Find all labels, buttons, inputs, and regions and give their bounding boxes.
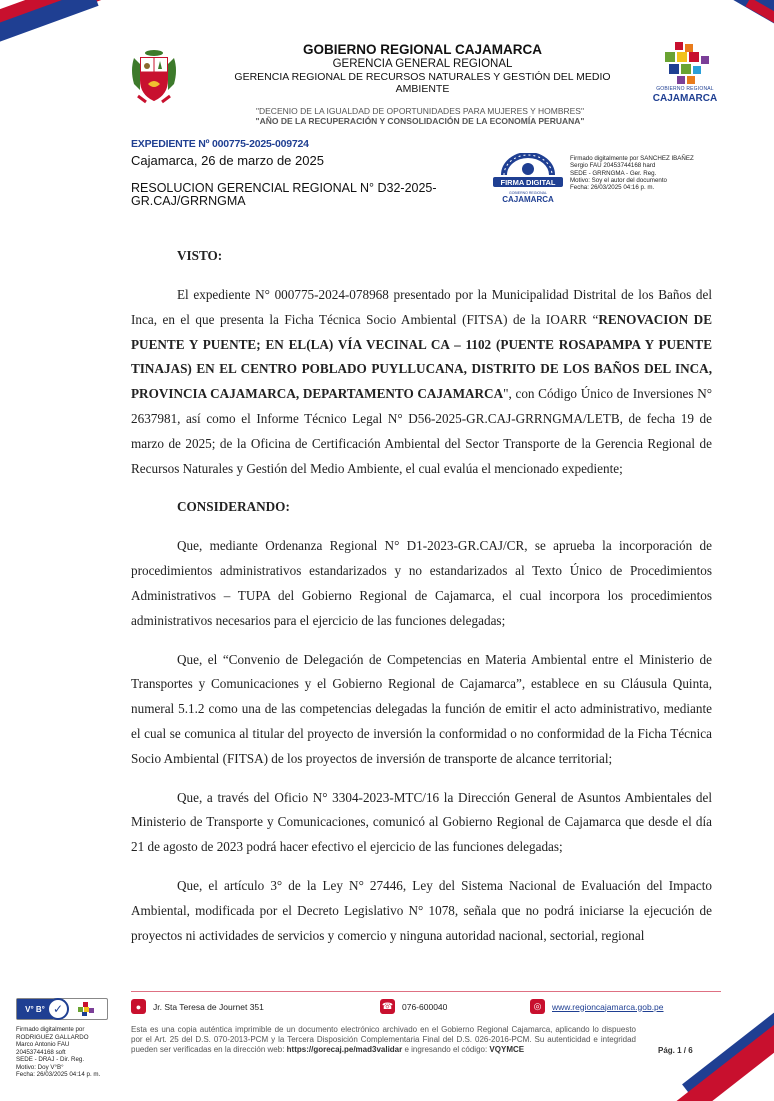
gore-logo-icon (655, 42, 715, 86)
vb-line: 20453744168 soft (16, 1048, 66, 1056)
signature-line: Fecha: 26/03/2025 04:16 p. m. (570, 184, 655, 192)
footer-phone (380, 999, 447, 1014)
peru-coat-of-arms-icon (128, 44, 180, 106)
resolution-number: RESOLUCION GERENCIAL REGIONAL N° D32-2025-GR.CAJ/GRRNGMA (131, 181, 437, 208)
page-number: Pág. 1 / 6 (658, 1046, 693, 1055)
location-pin-icon: ● (131, 999, 146, 1014)
vb-line: Marco Antonio FAU (16, 1041, 70, 1048)
visto-paragraph: El expediente N° 000775-2024-078968 presentado por la Municipalidad Distrital de los Baños del Inca, en el que presenta la Ficha Técnica Socio Ambiental (FITSA) de la IOARR “RENOVACION DE PUENTE Y PUENTE; EN EL(LA) VÍA VECINAL CA – 1102 (PUENTE ROSAPAMPA Y PUENTE TINAJAS) EN EL CENTRO POBLADO PUYLLUCANA, DISTRITO DE LOS BAÑOS DEL INCA, PROVINCIA CAJAMARCA, DEPARTAMENTO CAJAMARCA", con Código Único de Inversiones N° 2637981, así como el Informe Técnico Legal N° D56-2025-GR.CAJ-GRRNGMA/LETB, de fecha 19 de marzo de 2025; de la Oficina de Certificación Ambiental del Sector Transporte de la Gerencia Regional de Recursos Naturales y Gestión del Medio Ambiente, el cual evalúa el mencionado expediente; (131, 287, 713, 476)
signature-line: Motivo: Soy el autor del documento (570, 176, 667, 184)
gore-mini-logo-icon (77, 1002, 95, 1016)
considerando-paragraph-1: Que, mediante Ordenanza Regional N° D1-2023-GR.CAJ/CR, se aprueba la incorporación de procedimientos administrativos estandarizados y no estandarizados al Texto Único de Procedimientos Administrativos – TUPA del Gobierno Regional de Cajamarca, el cual incorpora los procedimientos administrativos necesarios para el ejercicio de las funciones delegadas; (131, 538, 712, 628)
logo-caption-small: GOBIERNO REGIONAL (656, 86, 714, 92)
seal-small-text: GOBIERNO REGIONAL (509, 191, 547, 195)
validation-code: VQYMCE (489, 1045, 525, 1054)
considerando-paragraph-3: Que, a través del Oficio N° 3304-2023-MTC/16 la Dirección General de Asuntos Ambientales del Ministerio de Transporte y Comunicaciones, comunicó al Gobierno Regional de Cajamarca que desde el día 21 de agosto de 2023 podrá hacer efectivo el ejercicio de las funciones delegadas; (131, 789, 712, 855)
address-text: Jr. Sta Teresa de Journet 351 (153, 1001, 264, 1012)
website-link[interactable]: www.regioncajamarca.gob.pe (552, 1001, 664, 1012)
year-motto-line: "AÑO DE LA RECUPERACIÓN Y CONSOLIDACIÓN DE LA ECONOMÍA PERUANA" (255, 116, 585, 126)
logo-caption: CAJAMARCA (652, 93, 718, 104)
decade-motto (205, 106, 635, 126)
considerando-paragraph-2: Que, el “Convenio de Delegación de Competencias en Materia Ambiental entre el Ministerio de Transportes y Comunicaciones y el Gobierno Regional de Cajamarca”, establece en su Cláusula Quinta, numeral 5.1.2 como una de las competencias delegadas la función de emitir el acto administrativo, mediante el cual se comunica al titular del proyecto de inversión la conformidad o no conformidad de la Ficha Técnica Socio Ambiental (FITSA) de los proyectos de inversión de transporte de alcance territorial; (131, 651, 712, 766)
validation-url[interactable]: https://gorecaj.pe/mad3validar (286, 1045, 403, 1054)
phone-icon: ☎ (380, 999, 395, 1014)
globe-icon: ◎ (530, 999, 545, 1014)
signature-line: SEDE - GRRNGMA - Ger. Reg. (570, 169, 657, 177)
seal-top-text: FIRMA DIGITAL (500, 178, 556, 187)
decade-line: "DECENIO DE LA IGUALDAD DE OPORTUNIDADES PARA MUJERES Y HOMBRES" (255, 106, 584, 116)
footer-divider (131, 991, 721, 992)
vb-line: Fecha: 26/03/2025 04:14 p. m. (16, 1071, 101, 1078)
authenticity-note: Esta es una copia auténtica imprimible de un documento electrónico archivado en el Gobierno Regional Cajamarca, aplicando lo dispuesto por el Art. 25 del D.S. 070-2013-PCM y la Tercera Disposición Complementaria Final del D.S. 026-2016-PCM. Su autenticidad e integridad pueden ser verificadas en la dirección web: https://gorecaj.pe/mad3validar e ingresando el código: VQYMCE (131, 1025, 636, 1054)
signature-line: Sergio FAU 20453744168 hard (570, 162, 656, 170)
expediente-number: EXPEDIENTE Nº 000775-2025-009724 (131, 138, 309, 150)
footer-website[interactable] (530, 999, 664, 1014)
document-body (131, 246, 712, 948)
considerando-heading: CONSIDERANDO: (177, 499, 290, 515)
vb-line: SEDE - DRAJ - Dir. Reg. (16, 1056, 85, 1063)
institution-subtitle: GERENCIA GENERAL REGIONAL (332, 58, 513, 70)
digital-signature-info (570, 155, 730, 191)
phone-text: 076-600040 (402, 1001, 448, 1012)
considerando-paragraph-4: Que, el artículo 3° de la Ley N° 27446, Ley del Sistema Nacional de Evaluación del Impacto Ambiental, modificada por el Decreto Legislativo N° 1078, señala que no podrá iniciarse la ejecución de proyectos ni actividades de servicios y comercio y ninguna autoridad nacional, sectorial, regional (131, 877, 712, 943)
vb-line: Motivo: Doy V°B° (16, 1063, 64, 1071)
vb-line: Firmado digitalmente por (16, 1026, 85, 1033)
vb-label: V° B° (17, 999, 53, 1019)
seal-bottom-text: CAJAMARCA (502, 195, 554, 204)
vb-stamp (16, 998, 108, 1020)
checkmark-icon: ✓ (47, 998, 69, 1020)
institution-title: GOBIERNO REGIONAL CAJAMARCA (302, 42, 542, 57)
institution-department: GERENCIA REGIONAL DE RECURSOS NATURALES Y GESTIÓN DEL MEDIO AMBIENTE (234, 71, 611, 95)
visto-heading: VISTO: (177, 248, 223, 263)
project-name: RENOVACION DE PUENTE Y PUENTE; EN EL(LA) VÍA VECINAL CA – 1102 (PUENTE ROSAPAMPA Y PUENTE TINAJAS) EN EL CENTRO POBLADO PUYLLUCANA, DISTRITO DE LOS BAÑOS DEL INCA, PROVINCIA CAJAMARCA, DEPARTAMENTO CAJAMARCA (131, 311, 713, 402)
footer-address (131, 999, 264, 1014)
digital-signature-seal-icon (492, 153, 564, 205)
gore-cajamarca-logo (646, 42, 724, 106)
signature-line: Firmado digitalmente por SANCHEZ IBAÑEZ (570, 155, 694, 162)
place-date: Cajamarca, 26 de marzo de 2025 (131, 153, 324, 168)
vb-signature-info (16, 1026, 124, 1079)
vb-line: RODRIGUEZ GALLARDO (16, 1033, 89, 1041)
letterhead (0, 0, 774, 215)
